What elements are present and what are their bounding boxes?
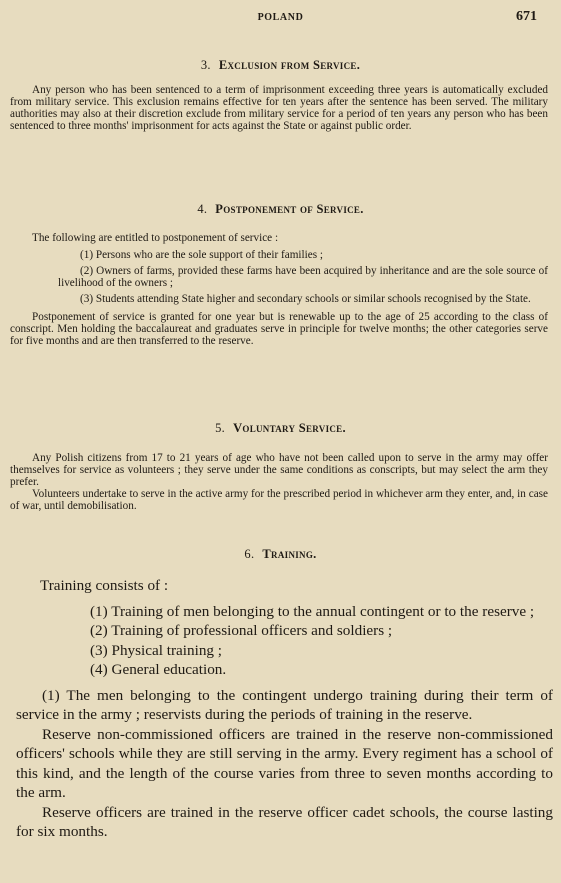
list-item: (1) Training of men belonging to the annual contingent or to the reserve ;: [90, 602, 535, 620]
list-item: (4) General education.: [90, 661, 227, 678]
section-title: Training.: [262, 547, 317, 561]
paragraph: The following are entitled to postponement of service :: [32, 232, 279, 244]
paragraph: Any Polish citizens from 17 to 21 years of age who have not been called upon to serve in the army may offer themselves for service as volunteers ; they serve under the same conditions as conscripts, but may select the arm they prefer.: [10, 452, 548, 488]
list-item: (2) Training of professional officers and soldiers ;: [90, 622, 393, 639]
section-number: 5.: [215, 421, 226, 435]
section-heading: [0, 58, 561, 73]
section-title: Postponement of Service.: [215, 202, 364, 216]
list-item: (1) Persons who are the sole support of their families ;: [80, 249, 323, 261]
section-body: [10, 452, 548, 512]
paragraph: Volunteers undertake to serve in the active army for the prescribed period in whichever arm they enter, and, in case of war, until demobilisation.: [10, 488, 548, 512]
list-item: (3) Students attending State higher and secondary schools or similar schools recognised by the State.: [80, 293, 531, 305]
paragraph: Any person who has been sentenced to a term of imprisonment exceeding three years is automatically excluded from military service. This exclusion remains effective for ten years after the sentence has been served. The military authorities may also at their discretion exclude from military service for a period of ten years any person who has been sentenced to three months' imprisonment for acts against the State or against public order.: [10, 84, 548, 132]
section-number: 3.: [200, 58, 211, 72]
list-item: (2) Owners of farms, provided these farms have been acquired by inheritance and are the sole source of livelihood of the owners ;: [58, 265, 548, 289]
section-heading: [0, 421, 561, 436]
section-body: [16, 576, 553, 842]
section-body: [10, 232, 548, 347]
page-number: 671: [516, 9, 537, 24]
paragraph: Reserve non-commissioned officers are trained in the reserve non-commissioned officers' schools while they are still serving in the army. Every regiment has a school of this kind, and the length of the course varies from three to seven months according to the arm.: [16, 725, 553, 801]
section-heading: [0, 202, 561, 217]
section-number: 6.: [244, 547, 255, 561]
running-title: POLAND: [257, 12, 304, 23]
section-title: Voluntary Service.: [233, 421, 346, 435]
paragraph: Postponement of service is granted for one year but is renewable up to the age of 25 according to the class of conscript. Men holding the baccalaureat and graduates serve in principle for twelve months; the other categories serve for five months and are then transferred to the reserve.: [10, 311, 548, 347]
section-number: 4.: [197, 202, 208, 216]
paragraph: Training consists of :: [40, 577, 169, 594]
section-title: Exclusion from Service.: [218, 58, 361, 72]
paragraph: Reserve officers are trained in the reserve officer cadet schools, the course lasting for six months.: [16, 803, 553, 840]
section-body: [10, 84, 548, 132]
section-heading: [0, 547, 561, 562]
paragraph: (1) The men belonging to the contingent undergo training during their term of service in the army ; reservists during the periods of training in the reserve.: [16, 686, 553, 723]
list-item: (3) Physical training ;: [90, 641, 223, 659]
